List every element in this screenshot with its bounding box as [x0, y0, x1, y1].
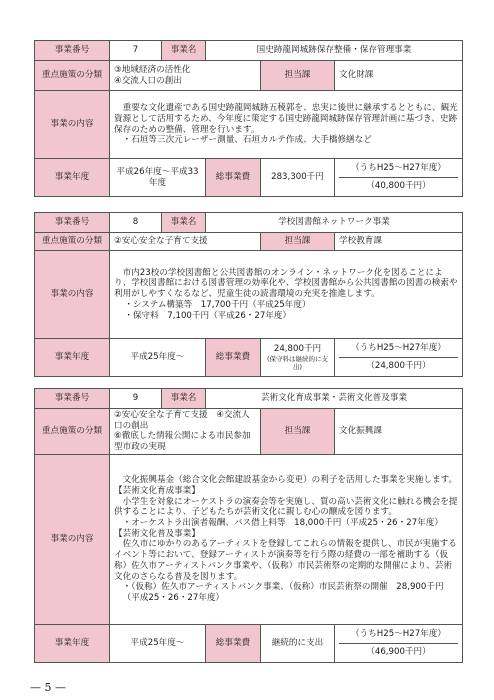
policy-cell — [110, 61, 261, 91]
label-policy: 重点施策の分類 — [35, 61, 110, 91]
label-number: 事業番号 — [35, 41, 110, 61]
dept-value: 学校教育課 — [335, 233, 463, 251]
label-years: 事業年度 — [35, 339, 110, 377]
total-cell — [261, 339, 335, 377]
total-note: (保守料は継続的に支出) — [266, 354, 329, 371]
label-policy: 重点施策の分類 — [35, 409, 110, 455]
breakdown-value: （46,900千円） — [339, 643, 458, 661]
policy-item: ②安心安全な子育て支援 — [114, 236, 208, 247]
policy-cell — [110, 233, 261, 251]
content-bullet: ・（仮称）佐久市アーティストバンク事業、（仮称）市民芸術祭の開催 28,900千円（平成25・26・27年度） — [122, 582, 444, 604]
total-value: 283,300千円 — [261, 159, 335, 197]
label-number: 事業番号 — [35, 213, 110, 233]
content-paragraph: 市内23校の学校図書館と公共図書館のオンライン・ネットワーク化を図ることにより、学校図書館における図書管理の効率化や、学校図書館から公共図書館の図書の検索や利用がしやすくなるなど、児童生徒の読書環境の充実を推進します。 — [114, 267, 458, 300]
label-content: 事業の内容 — [35, 91, 110, 159]
policy-item: ③地域経済の活性化 — [114, 64, 191, 75]
dept-value: 文化財課 — [335, 61, 463, 91]
label-name: 事業名 — [162, 389, 206, 409]
label-number: 事業番号 — [35, 389, 110, 409]
content-paragraph: 佐久市にゆかりのあるアーティストを登録してこれらの情報を提供し、市民が実施するイベント等において、登録アーティストが演奏等を行う際の経費の一部を補助する（仮称）佐久市アーティストバンク事業や、（仮称）市民芸術祭の定期的な開催により、芸術文化のさらなる普及を図ります。 — [114, 539, 457, 582]
label-name: 事業名 — [162, 41, 206, 61]
content-cell — [110, 454, 463, 624]
content-paragraph: 重要な文化遺産である国史跡龍岡城跡五稜郭を、忠実に後世に継承するとともに、観光資源として活用するため、今年度に策定する国史跡龍岡城跡保存管理計画に基づき、史跡保存のための整備、管理を行います。 — [114, 103, 458, 135]
project-table — [34, 40, 463, 197]
content-bullet: ・石垣等三次元レーザー測量、石垣カルテ作成、大手橋修繕など — [122, 135, 372, 146]
content-bullet: ・オーケストラ出演者報酬、バス借上料等 18,000千円（平成25・26・27年度） — [122, 517, 443, 528]
project-number: 8 — [110, 213, 162, 233]
content-paragraph: 小学生を対象にオーケストラの演奏会等を実施し、質の高い芸術文化に触れる機会を提供することにより、子どもたちが芸術文化に親しむ心の醸成を図ります。 — [114, 496, 458, 518]
breakdown-label: （うちH25～H27年度） — [351, 343, 446, 354]
breakdown-value: （40,800千円） — [339, 177, 458, 195]
project-table — [34, 212, 463, 377]
label-dept: 担当課 — [261, 409, 335, 455]
content-heading: 【芸術文化普及事業】 — [114, 528, 200, 539]
label-dept: 担当課 — [261, 61, 335, 91]
content-bullet: ・システム構築等 17,700千円（平成25年度） — [124, 299, 311, 310]
project-name: 芸術文化育成事業・芸術文化普及事業 — [206, 389, 463, 409]
label-total: 総事業費 — [206, 339, 261, 377]
total-value: 継続的に支出 — [261, 624, 335, 662]
policy-item: ②安心安全な子育て支援 ④交流人口の創出 — [114, 410, 250, 431]
years-value: 平成25年度～ — [110, 624, 206, 662]
years-value: 平成26年度～平成33年度 — [110, 159, 206, 197]
content-heading: 【芸術文化育成事業】 — [114, 485, 200, 496]
content-cell — [110, 251, 463, 339]
project-table — [34, 388, 463, 663]
policy-item: ④交流人口の創出 — [114, 75, 182, 86]
dept-value: 文化振興課 — [335, 409, 463, 455]
label-years: 事業年度 — [35, 624, 110, 662]
label-dept: 担当課 — [261, 233, 335, 251]
label-name: 事業名 — [162, 213, 206, 233]
project-name: 学校図書館ネットワーク事業 — [206, 213, 463, 233]
project-number: 9 — [110, 389, 162, 409]
breakdown-cell — [335, 339, 463, 377]
total-value: 24,800千円 — [273, 344, 322, 354]
label-total: 総事業費 — [206, 624, 261, 662]
label-policy: 重点施策の分類 — [35, 233, 110, 251]
content-cell — [110, 91, 463, 159]
policy-item: ⑥徹底した情報公開による市民参加型市政の実現 — [114, 431, 251, 453]
label-content: 事業の内容 — [35, 454, 110, 624]
breakdown-cell — [335, 624, 463, 662]
breakdown-label: （うちH25～H27年度） — [351, 163, 446, 174]
breakdown-cell — [335, 159, 463, 197]
label-total: 総事業費 — [206, 159, 261, 197]
content-paragraph: 文化振興基金（総合文化会館建設基金から変更）の利子を活用した事業を実施します。 — [122, 475, 458, 486]
content-bullet: ・保守料 7,100千円（平成26・27年度） — [124, 310, 292, 321]
label-years: 事業年度 — [35, 159, 110, 197]
policy-cell — [110, 409, 261, 455]
page-number: — 5 — — [30, 681, 66, 694]
project-number: 7 — [110, 41, 162, 61]
breakdown-label: （うちH25～H27年度） — [351, 629, 446, 640]
years-value: 平成25年度～ — [110, 339, 206, 377]
label-content: 事業の内容 — [35, 251, 110, 339]
project-name: 国史跡龍岡城跡保存整備・保存管理事業 — [206, 41, 463, 61]
breakdown-value: （24,800千円） — [339, 357, 458, 375]
